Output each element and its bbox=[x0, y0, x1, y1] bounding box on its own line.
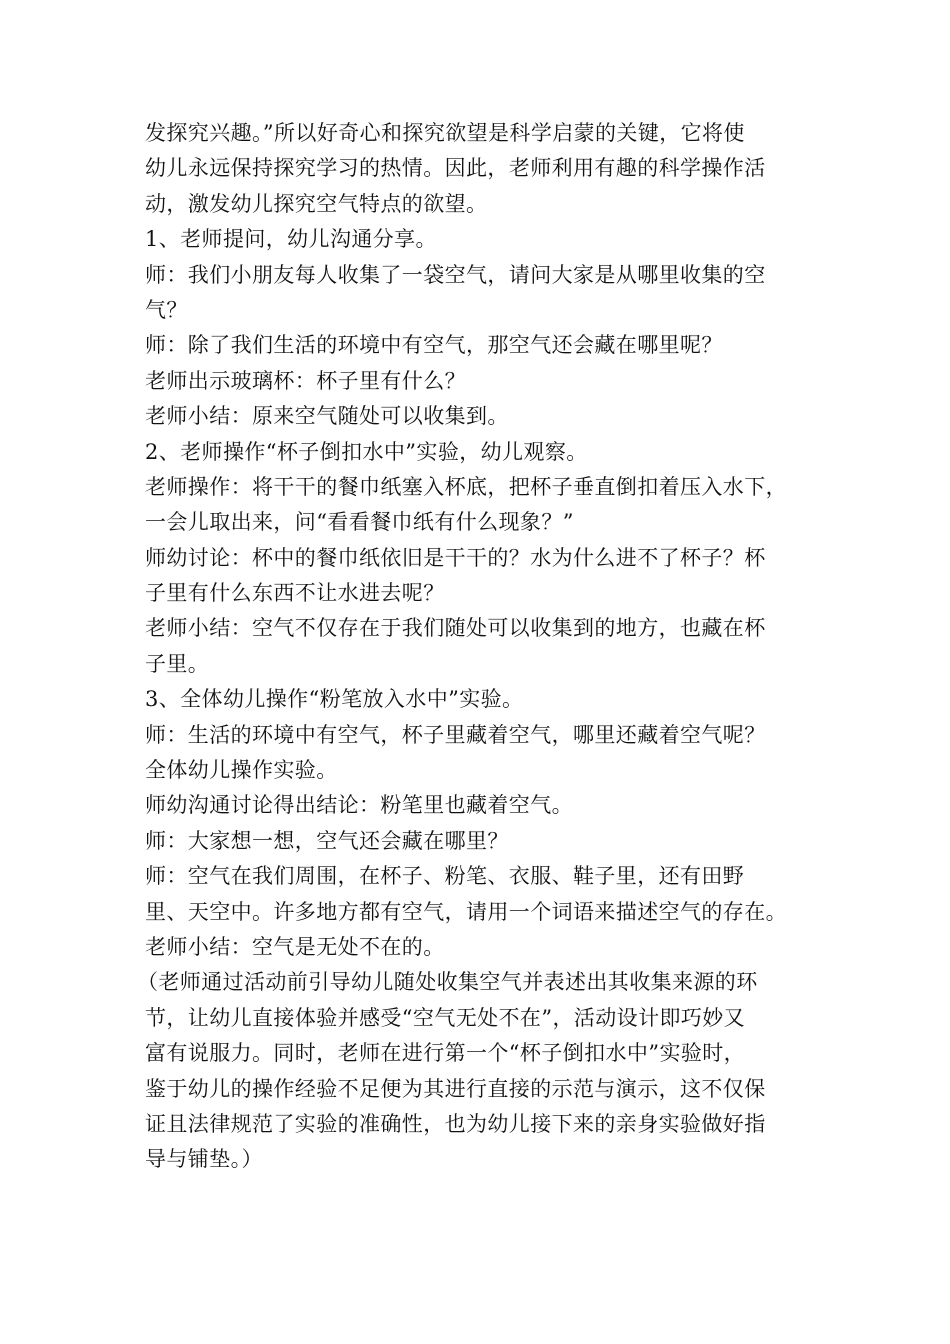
text-line: 一会儿取出来，问“看看餐巾纸有什么现象？” bbox=[145, 510, 574, 535]
commentary-line: 导与铺垫。） bbox=[145, 1147, 263, 1172]
text-line: 动，激发幼儿探究空气特点的欲望。 bbox=[145, 191, 488, 216]
text-line: 师：我们小朋友每人收集了一袋空气，请问大家是从哪里收集的空 bbox=[145, 262, 766, 287]
text-line: 气？ bbox=[145, 297, 188, 322]
commentary-line: （老师通过活动前引导幼儿随处收集空气并表述出其收集来源的环 bbox=[137, 970, 758, 995]
text-line: 师幼讨论：杯中的餐巾纸依旧是干干的？水为什么进不了杯子？杯 bbox=[145, 545, 766, 570]
text-line: 师：除了我们生活的环境中有空气，那空气还会藏在哪里呢？ bbox=[145, 333, 723, 358]
text-line: 子里有什么东西不让水进去呢？ bbox=[145, 581, 445, 606]
text-line: 师幼沟通讨论得出结论：粉笔里也藏着空气。 bbox=[145, 793, 573, 818]
text-line: 老师出示玻璃杯：杯子里有什么？ bbox=[145, 368, 466, 393]
text-line: 老师操作：将干干的餐巾纸塞入杯底，把杯子垂直倒扣着压入水下， bbox=[145, 474, 787, 499]
section-heading-2: 2、老师操作“杯子倒扣水中”实验，幼儿观察。 bbox=[145, 439, 588, 464]
document-body bbox=[137, 116, 825, 1178]
text-line: 幼儿永远保持探究学习的热情。因此，老师利用有趣的科学操作活 bbox=[145, 156, 766, 181]
commentary-line: 证且法律规范了实验的准确性，也为幼儿接下来的亲身实验做好指 bbox=[145, 1111, 766, 1136]
text-line: 子里。 bbox=[145, 651, 210, 676]
commentary-line: 节，让幼儿直接体验并感受“空气无处不在”，活动设计即巧妙又 bbox=[145, 1005, 746, 1030]
commentary-line: 鉴于幼儿的操作经验不足便为其进行直接的示范与演示，这不仅保 bbox=[145, 1076, 766, 1101]
text-line: 师：大家想一想，空气还会藏在哪里？ bbox=[145, 828, 509, 853]
section-heading-1: 1、老师提问，幼儿沟通分享。 bbox=[145, 227, 437, 252]
text-line: 老师小结：空气是无处不在的。 bbox=[145, 934, 445, 959]
text-line: 发探究兴趣。”所以好奇心和探究欲望是科学启蒙的关键，它将使 bbox=[145, 121, 745, 145]
text-line: 里、天空中。许多地方都有空气，请用一个词语来描述空气的存在。 bbox=[145, 899, 787, 924]
text-line: 老师小结：原来空气随处可以收集到。 bbox=[145, 404, 509, 429]
commentary-line: 富有说服力。同时，老师在进行第一个“杯子倒扣水中”实验时， bbox=[145, 1041, 746, 1066]
text-line: 老师小结：空气不仅存在于我们随处可以收集到的地方，也藏在杯 bbox=[145, 616, 766, 641]
section-heading-3: 3、全体幼儿操作“粉笔放入水中”实验。 bbox=[145, 687, 524, 712]
text-line: 全体幼儿操作实验。 bbox=[145, 758, 338, 783]
text-line: 师：生活的环境中有空气，杯子里藏着空气，哪里还藏着空气呢？ bbox=[145, 722, 766, 747]
text-line: 师：空气在我们周围，在杯子、粉笔、衣服、鞋子里，还有田野 bbox=[145, 864, 745, 889]
